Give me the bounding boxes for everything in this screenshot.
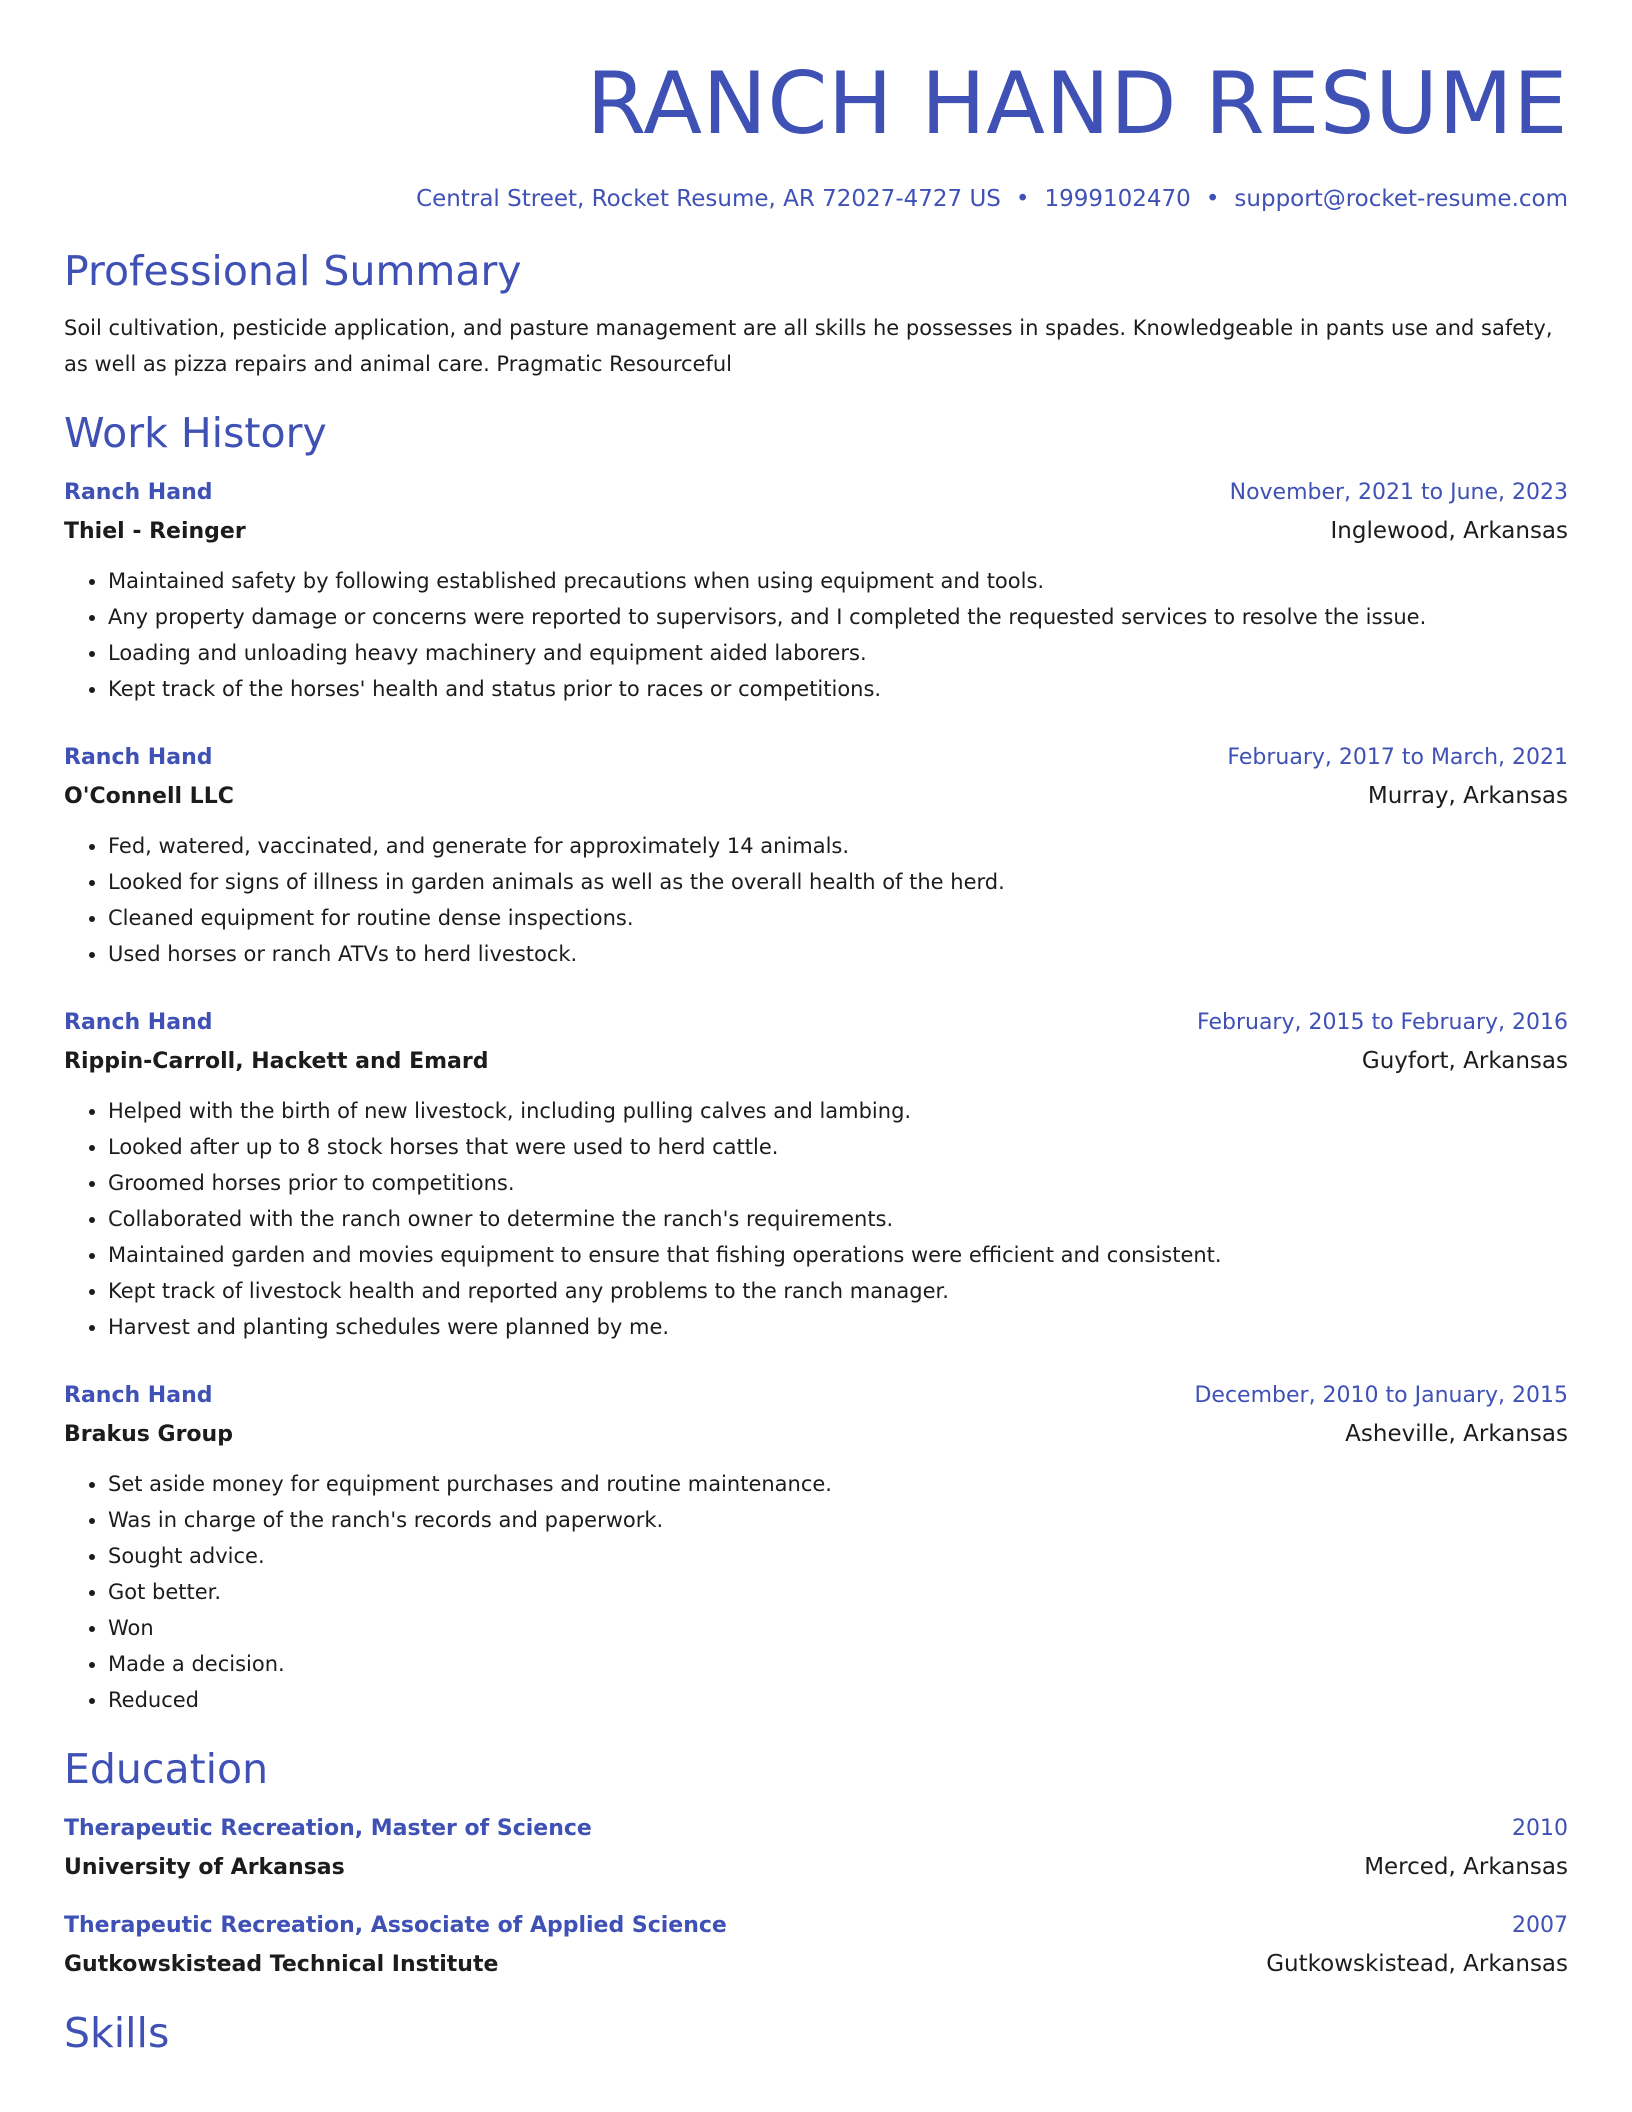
job-bullet: • Got better. [108,1574,1568,1610]
job-bullet: • Any property damage or concerns were reported to supervisors, and I completed the requested services to resolve the issue. [108,599,1568,635]
job-company: Rippin-Carroll, Hackett and Emard [64,1049,489,1074]
job-bullet: • Set aside money for equipment purchases and routine maintenance. [108,1466,1568,1502]
education-degree: Therapeutic Recreation, Associate of Applied Science [64,1913,727,1938]
education-school: Gutkowskistead Technical Institute [64,1952,499,1977]
education-location: Gutkowskistead, Arkansas [1266,1951,1568,1977]
contact-separator: • [1015,186,1030,212]
education-year: 2007 [1512,1913,1568,1938]
job-bullet: • Harvest and planting schedules were planned by me. [108,1309,1568,1345]
job-dates: November, 2021 to June, 2023 [1229,480,1568,505]
job-location: Inglewood, Arkansas [1330,518,1568,544]
education-year: 2010 [1512,1816,1568,1841]
job-location: Asheville, Arkansas [1345,1421,1568,1447]
job-bullet: • Kept track of livestock health and reported any problems to the ranch manager. [108,1273,1568,1309]
contact-phone: 1999102470 [1044,186,1191,212]
job-bullet: • Cleaned equipment for routine dense inspections. [108,900,1568,936]
job-bullets [64,1466,1568,1718]
job-bullet: • Used horses or ranch ATVs to herd livestock. [108,936,1568,972]
job-location: Murray, Arkansas [1367,783,1568,809]
job-bullet: • Looked for signs of illness in garden animals as well as the overall health of the herd. [108,864,1568,900]
job-bullet: • Maintained safety by following established precautions when using equipment and tools. [108,563,1568,599]
education-school: University of Arkansas [64,1855,345,1880]
education-heading: Education [64,1745,269,1793]
job-entry [64,1008,1568,1345]
job-bullet: • Groomed horses prior to competitions. [108,1165,1568,1201]
job-bullet: • Was in charge of the ranch's records and paperwork. [108,1502,1568,1538]
education-entry [64,1911,1568,1980]
summary-heading: Professional Summary [64,247,522,295]
education-degree: Therapeutic Recreation, Master of Science [64,1816,592,1841]
job-dates: December, 2010 to January, 2015 [1194,1383,1568,1408]
job-company: Thiel - Reinger [64,519,246,544]
job-bullet: • Loading and unloading heavy machinery and equipment aided laborers. [108,635,1568,671]
job-dates: February, 2015 to February, 2016 [1197,1010,1568,1035]
job-title: Ranch Hand [64,1383,213,1408]
job-bullet: • Made a decision. [108,1646,1568,1682]
job-entry [64,1381,1568,1718]
contact-address: Central Street, Rocket Resume, AR 72027-4727 US [416,186,1001,212]
job-dates: February, 2017 to March, 2021 [1227,745,1568,770]
job-location: Guyfort, Arkansas [1361,1048,1568,1074]
job-bullet: • Kept track of the horses' health and status prior to races or competitions. [108,671,1568,707]
job-bullets [64,563,1568,707]
contact-line [64,184,1568,214]
contact-separator: • [1205,186,1220,212]
job-bullet: • Won [108,1610,1568,1646]
education-entry [64,1814,1568,1883]
job-entry [64,743,1568,972]
resume-title: RANCH HAND RESUME [586,54,1568,154]
job-bullet: • Fed, watered, vaccinated, and generate for approximately 14 animals. [108,828,1568,864]
job-bullets [64,1093,1568,1345]
skills-heading: Skills [64,2009,170,2057]
job-title: Ranch Hand [64,1010,213,1035]
summary-text: Soil cultivation, pesticide application, and pasture management are all skills he possesses in spades. Knowledgeable in pants use and safety, as well as pizza repairs and animal care. Pragmatic Resourceful [64,316,1553,376]
job-bullet: • Collaborated with the ranch owner to determine the ranch's requirements. [108,1201,1568,1237]
job-company: Brakus Group [64,1422,233,1447]
job-bullets [64,828,1568,972]
education-location: Merced, Arkansas [1364,1854,1568,1880]
job-title: Ranch Hand [64,745,213,770]
job-bullet: • Reduced [108,1682,1568,1718]
job-bullet: • Maintained garden and movies equipment to ensure that fishing operations were efficient and consistent. [108,1237,1568,1273]
job-company: O'Connell LLC [64,784,234,809]
resume-page [64,0,1568,2058]
job-bullet: • Sought advice. [108,1538,1568,1574]
job-bullet: • Looked after up to 8 stock horses that were used to herd cattle. [108,1129,1568,1165]
job-bullet: • Helped with the birth of new livestock, including pulling calves and lambing. [108,1093,1568,1129]
work-history-heading: Work History [64,409,327,457]
contact-email[interactable]: support@rocket-resume.com [1234,186,1568,212]
job-entry [64,478,1568,707]
job-title: Ranch Hand [64,480,213,505]
